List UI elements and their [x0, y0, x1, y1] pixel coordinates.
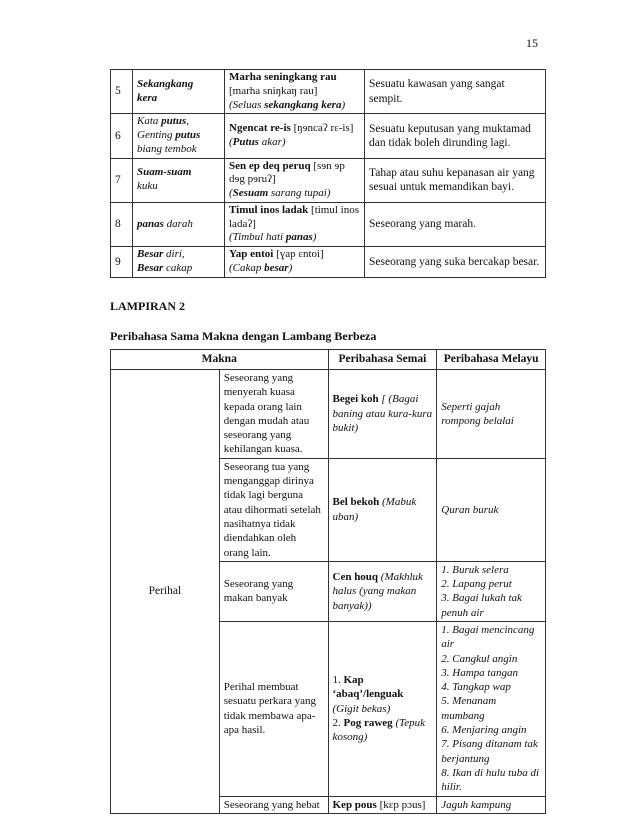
- table-row: [111, 70, 546, 114]
- table-row: [111, 369, 546, 458]
- proverb-definition: Sesuatu kawasan yang sangat sempit.: [365, 70, 546, 114]
- semai-cell: 1. Kap ‘abaq’/lenguak (Gigit bekas) 2. Pog raweg (Tepuk kosong): [328, 621, 437, 796]
- malay-proverb: Sekangkang kera: [133, 70, 225, 114]
- semai-cell: Cen houq (Makhluk halus (yang makan banyak)): [328, 561, 437, 621]
- melayu-cell: 1. Bagai mencincang air 2. Cangkul angin 3. Hampa tangan 4. Tangkap wap 5. Menanam mumbang 6. Menjaring angin 7. Pisang ditanam tak berjantung 8. Ikan di hulu tuba di hilir.: [437, 621, 546, 796]
- page-number: 15: [526, 36, 538, 50]
- semai-proverb: Timul inos ladak [timul inos ladaʔ] (Timbul hati panas): [225, 202, 365, 246]
- semai-proverb: Sen ep deq peruq [sɘn ɘp dɘg pɘruʔ] (Sesuam sarang tupai): [225, 158, 365, 202]
- meaning-cell: Seseorang tua yang menganggap dirinya tidak lagi berguna atau dihormati setelah nasihatnya tidak diendahkan oleh orang lain.: [219, 458, 328, 561]
- header-makna: Makna: [111, 350, 329, 370]
- malay-proverb: Suam-suam kuku: [133, 158, 225, 202]
- table-row: [111, 158, 546, 202]
- meaning-cell: Seseorang yang makan banyak: [219, 561, 328, 621]
- semai-cell: Begei koh [ (Bagai baning atau kura-kura bukit): [328, 369, 437, 458]
- melayu-cell: Seperti gajah rompong belalai: [437, 369, 546, 458]
- proverb-definition: Sesuatu keputusan yang muktamad dan tidak boleh dirunding lagi.: [365, 114, 546, 158]
- table-row: [111, 202, 546, 246]
- melayu-cell: Quran buruk: [437, 458, 546, 561]
- header-melayu: Peribahasa Melayu: [437, 350, 546, 370]
- row-number: 9: [111, 247, 133, 278]
- row-number: 7: [111, 158, 133, 202]
- malay-proverb: panas darah: [133, 202, 225, 246]
- section-heading: LAMPIRAN 2: [110, 299, 185, 313]
- row-number: 8: [111, 202, 133, 246]
- proverb-table-2: [110, 349, 546, 814]
- melayu-cell: 1. Buruk selera 2. Lapang perut 3. Bagai lukah tak penuh air: [437, 561, 546, 621]
- semai-proverb: Yap entoi [ɣap ɛntoi] (Cakap besar): [225, 247, 365, 278]
- melayu-cell: Jaguh kampung: [437, 796, 546, 813]
- category-cell: Perihal: [111, 369, 220, 813]
- proverb-definition: Tahap atau suhu kepanasan air yang sesuai untuk memandikan bayi.: [365, 158, 546, 202]
- malay-proverb: Besar diri, Besar cakap: [133, 247, 225, 278]
- semai-proverb: Ngencat re-is [ŋɘncaʔ rɛ-is] (Putus akar): [225, 114, 365, 158]
- table-row: [111, 247, 546, 278]
- section-subheading: Peribahasa Sama Makna dengan Lambang Berbeza: [110, 329, 377, 343]
- malay-proverb: Kata putus, Genting putus biang tembok: [133, 114, 225, 158]
- table-header-row: [111, 350, 546, 370]
- row-number: 5: [111, 70, 133, 114]
- semai-proverb: Marha seningkang rau [marha sniŋkaŋ rau] (Seluas sekangkang kera): [225, 70, 365, 114]
- meaning-cell: Seseorang yang hebat: [219, 796, 328, 813]
- header-semai: Peribahasa Semai: [328, 350, 437, 370]
- semai-cell: Kep pous [kɛp pɔus]: [328, 796, 437, 813]
- proverb-table-1: [110, 69, 546, 278]
- meaning-cell: Seseorang yang menyerah kuasa kepada orang lain dengan mudah atau seseorang yang kehilangan kuasa.: [219, 369, 328, 458]
- proverb-definition: Seseorang yang marah.: [365, 202, 546, 246]
- semai-cell: Bel bekoh (Mabuk uban): [328, 458, 437, 561]
- table-row: [111, 114, 546, 158]
- proverb-definition: Seseorang yang suka bercakap besar.: [365, 247, 546, 278]
- row-number: 6: [111, 114, 133, 158]
- meaning-cell: Perihal membuat sesuatu perkara yang tidak membawa apa-apa hasil.: [219, 621, 328, 796]
